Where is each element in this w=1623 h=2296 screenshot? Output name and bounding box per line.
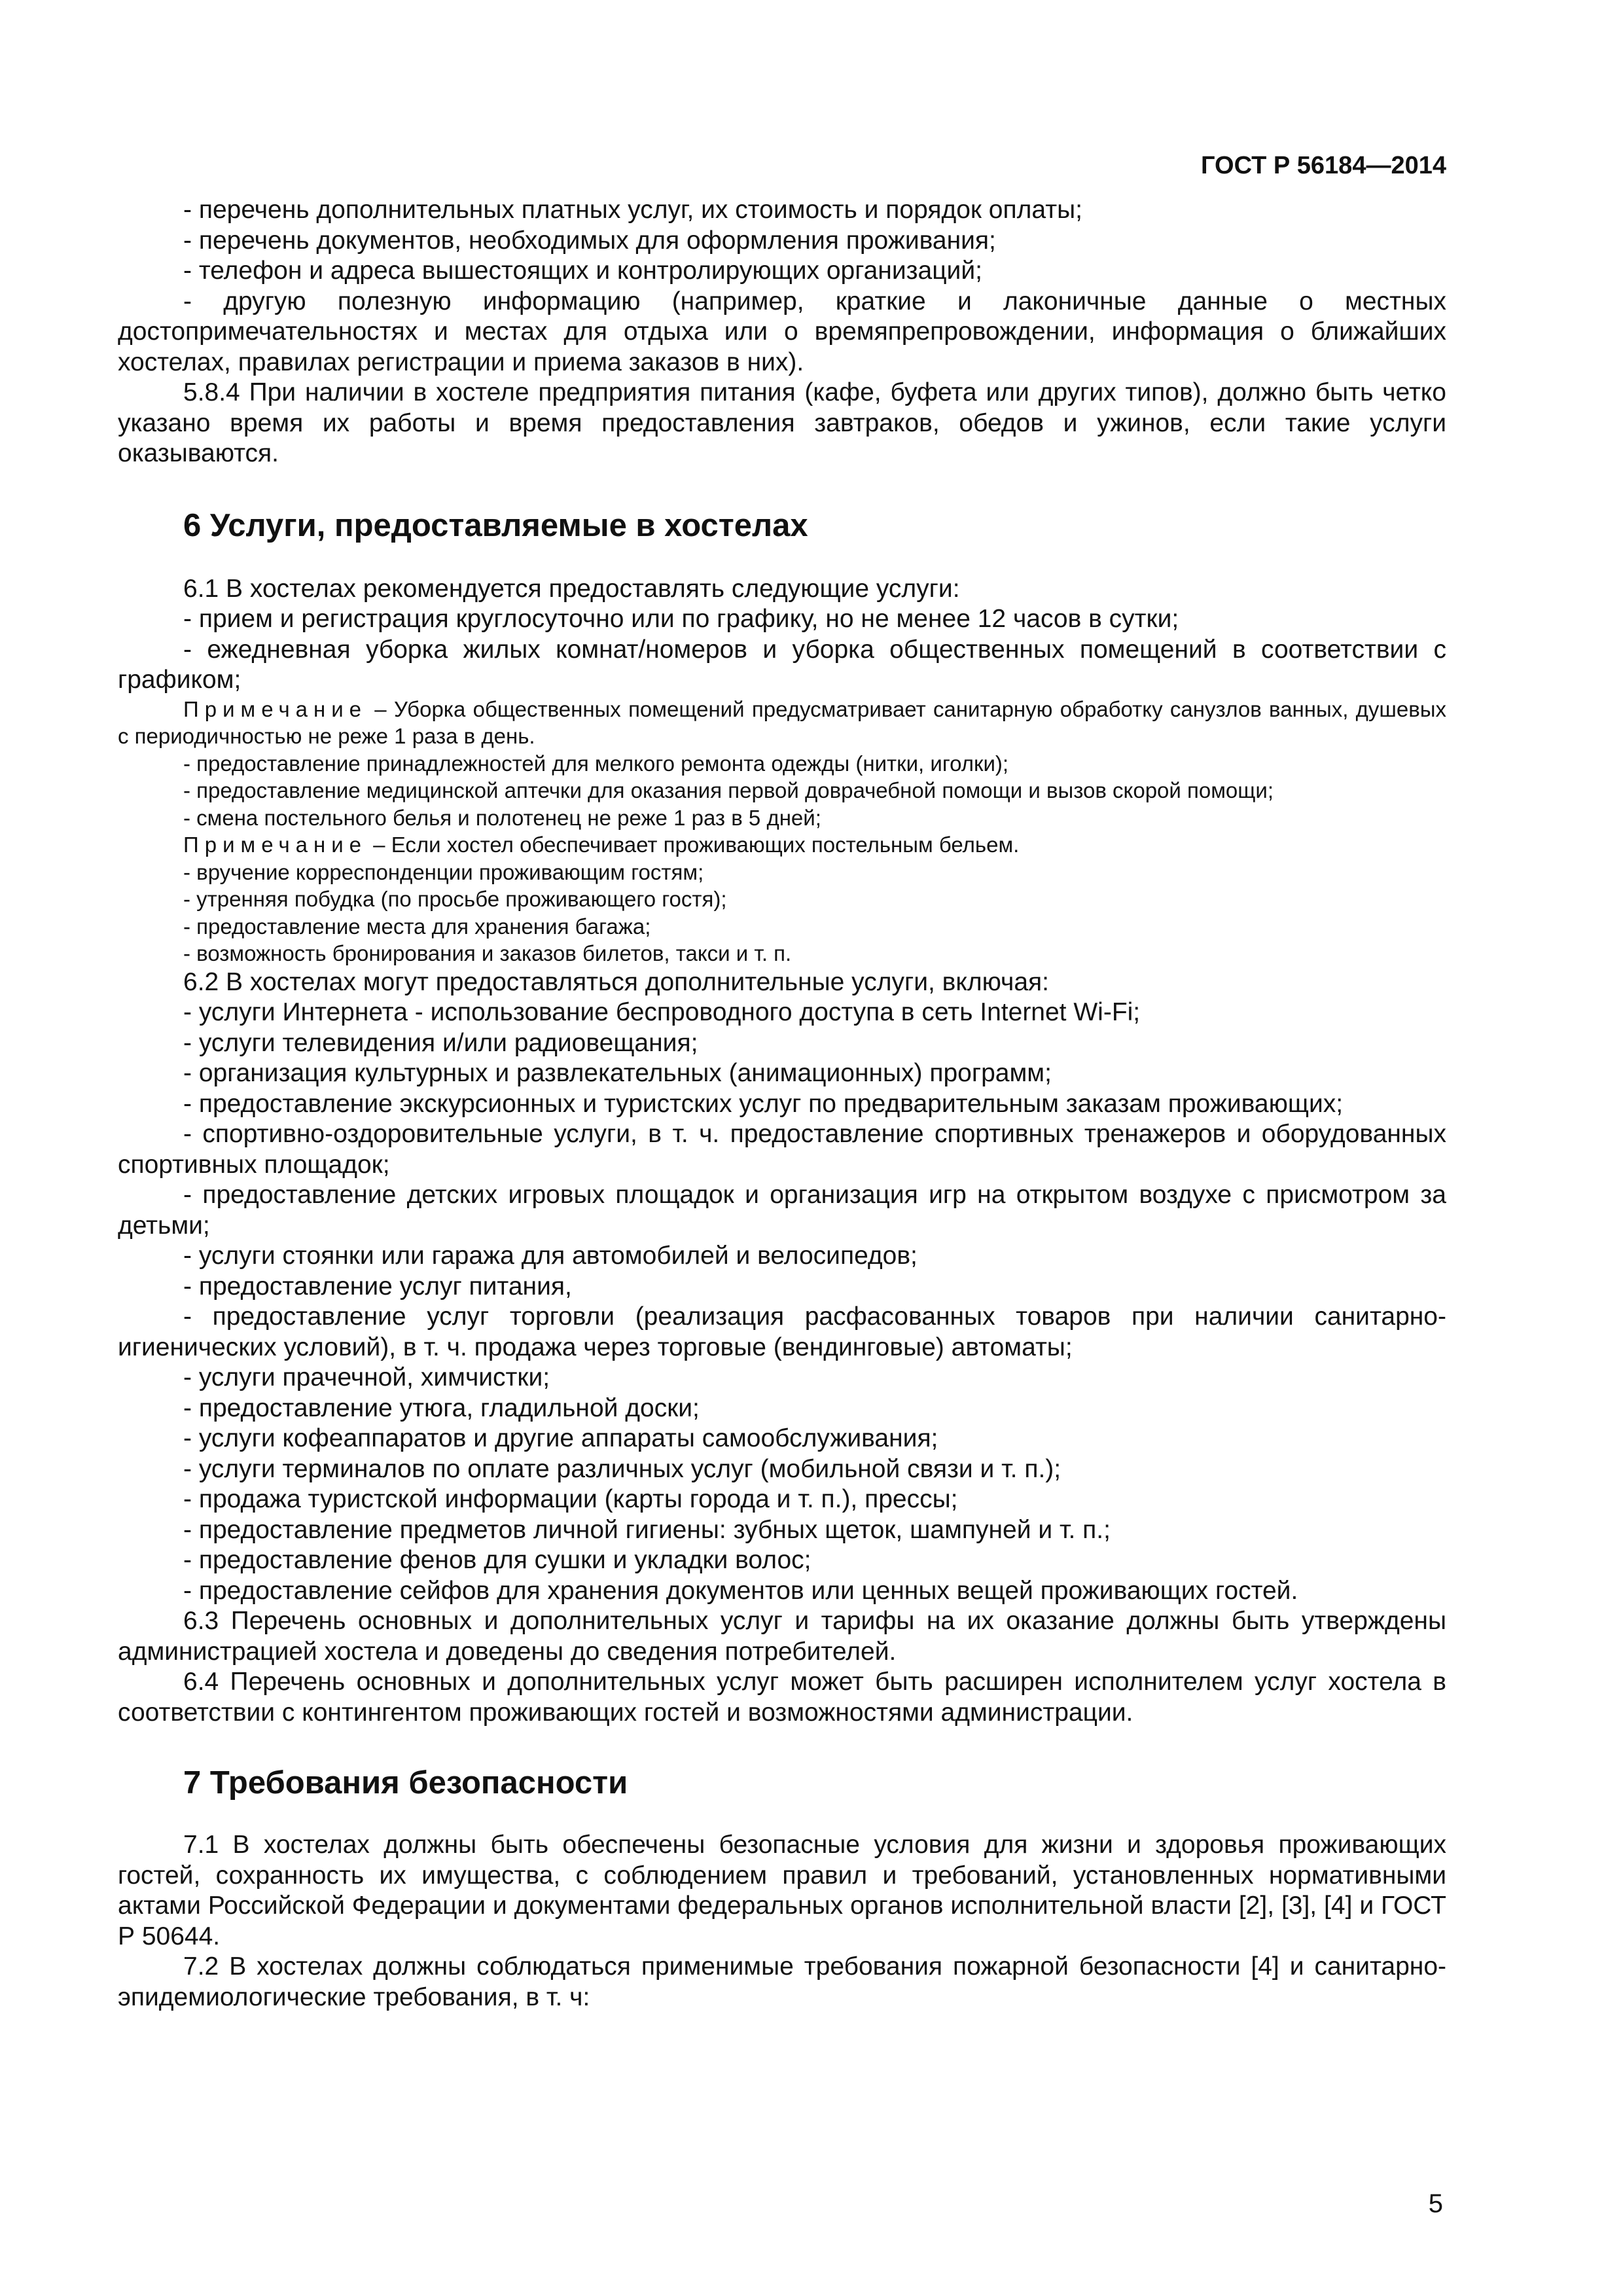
paragraph-7-1: 7.1 В хостелах должны быть обеспечены безопасные условия для жизни и здоровья проживающих гостей, сохранность их имущества, с соблюдением правил и требований, установленных нормативными актами Российской Федерации и документами федеральных органов исполнительной власти [2], [3], [4] и ГОСТ Р 50644. (118, 1831, 1446, 1950)
section-6-heading: 6 Услуги, предоставляемые в хостелах (183, 507, 808, 543)
note-1-text: – Уборка общественных помещений предусматривает санитарную обработку санузлов ванных, душевых с периодичностью не реже 1 раза в день. (118, 696, 1446, 748)
page-number: 5 (1428, 2189, 1443, 2218)
list-item: - организация культурных и развлекательных (анимационных) программ; (183, 1059, 1052, 1087)
list-item: - предоставление предметов личной гигиены: зубных щеток, шампуней и т. п.; (183, 1515, 1111, 1544)
small-list-item: - возможность бронирования и заказов билетов, такси и т. п. (183, 941, 792, 965)
small-list-item: - смена постельного белья и полотенец не реже 1 раз в 5 дней; (183, 805, 821, 830)
note-label: Примечание (183, 833, 368, 857)
list-item: - предоставление услуг питания, (183, 1272, 572, 1300)
section-7-heading: 7 Требования безопасности (183, 1765, 628, 1801)
list-item: - предоставление экскурсионных и туристских услуг по предварительным заказам проживающих; (183, 1089, 1344, 1118)
intro-item: - телефон и адреса вышестоящих и контролирующих организаций; (183, 257, 982, 285)
page-body (118, 151, 1446, 2013)
list-item: - продажа туристской информации (карты города и т. п.), прессы; (183, 1485, 958, 1513)
small-list-item: - утренняя побудка (по просьбе проживающего гостя); (183, 887, 727, 911)
note-1 (118, 696, 1446, 750)
intro-item: - перечень документов, необходимых для оформления проживания; (183, 226, 996, 255)
intro-long-item: - другую полезную информацию (например, краткие и лаконичные данные о местных достопримечательностях и местах для отдыха или о времяпрепровождении, информация о ближайших хостелах, правилах регистрации и приема заказов в них). (118, 287, 1446, 376)
small-list-item: - предоставление медицинской аптечки для оказания первой доврачебной помощи и вызов скорой помощи; (183, 778, 1274, 802)
list-item: - услуги стоянки или гаража для автомобилей и велосипедов; (183, 1242, 918, 1270)
paragraph-6-1: 6.1 В хостелах рекомендуется предоставлять следующие услуги: (183, 574, 960, 603)
paragraph-5-8-4: 5.8.4 При наличии в хостеле предприятия питания (кафе, буфета или других типов), должно быть четко указано время их работы и время предоставления завтраков, обедов и ужинов, если такие услуги оказываются. (118, 378, 1446, 467)
paragraph-7-2: 7.2 В хостелах должны соблюдаться применимые требования пожарной безопасности [4] и санитарно-эпидемиологические требования, в т. ч: (118, 1952, 1446, 2011)
paragraph-6-3: 6.3 Перечень основных и дополнительных услуг и тарифы на их оказание должны быть утверждены администрацией хостела и доведены до сведения потребителей. (118, 1607, 1446, 1666)
small-list-item: - предоставление места для хранения багажа; (183, 914, 651, 939)
list-item: - услуги кофеаппаратов и другие аппараты самообслуживания; (183, 1424, 938, 1452)
note-label: Примечание (183, 696, 368, 721)
intro-item: - перечень дополнительных платных услуг, их стоимость и порядок оплаты; (183, 196, 1082, 224)
list-item: - предоставление сейфов для хранения документов или ценных вещей проживающих гостей. (183, 1576, 1298, 1605)
list-item-cleaning: - ежедневная уборка жилых комнат/номеров и уборка общественных помещений в соответствии с графиком; (118, 635, 1446, 694)
list-item: - предоставление фенов для сушки и укладки волос; (183, 1546, 812, 1574)
paragraph-6-4: 6.4 Перечень основных и дополнительных услуг может быть расширен исполнителем услуг хостела в соответствии с контингентом проживающих гостей и возможностями администрации. (118, 1668, 1446, 1727)
list-item-trade: - предоставление услуг торговли (реализация расфасованных товаров при наличии санитарно-игиенических условий), в т. ч. продажа через торговые (вендинговые) автоматы; (118, 1302, 1446, 1361)
list-item: - предоставление утюга, гладильной доски; (183, 1393, 700, 1422)
list-item-sport: - спортивно-оздоровительные услуги, в т. ч. предоставление спортивных тренажеров и оборудованных спортивных площадок; (118, 1120, 1446, 1179)
document-header: ГОСТ Р 56184—2014 (1201, 152, 1446, 179)
list-item: - прием и регистрация круглосуточно или по графику, но не менее 12 часов в сутки; (183, 605, 1179, 633)
list-item: - услуги телевидения и/или радиовещания; (183, 1028, 698, 1057)
paragraph-6-2: 6.2 В хостелах могут предоставляться дополнительные услуги, включая: (183, 967, 1050, 996)
note-2-text: – Если хостел обеспечивает проживающих постельным бельем. (367, 833, 1020, 857)
list-item: - услуги терминалов по оплате различных услуг (мобильной связи и т. п.); (183, 1454, 1061, 1483)
list-item: - услуги Интернета - использование беспроводного доступа в сеть Internet Wi-Fi; (183, 998, 1141, 1026)
list-item: - услуги прачечной, химчистки; (183, 1363, 550, 1391)
small-list-item: - вручение корреспонденции проживающим гостям; (183, 859, 704, 884)
list-item-kids: - предоставление детских игровых площадок и организация игр на открытом воздухе с присмотром за детьми; (118, 1181, 1446, 1240)
note-2 (118, 831, 1446, 859)
small-list-item: - предоставление принадлежностей для мелкого ремонта одежды (нитки, иголки); (183, 751, 1009, 776)
